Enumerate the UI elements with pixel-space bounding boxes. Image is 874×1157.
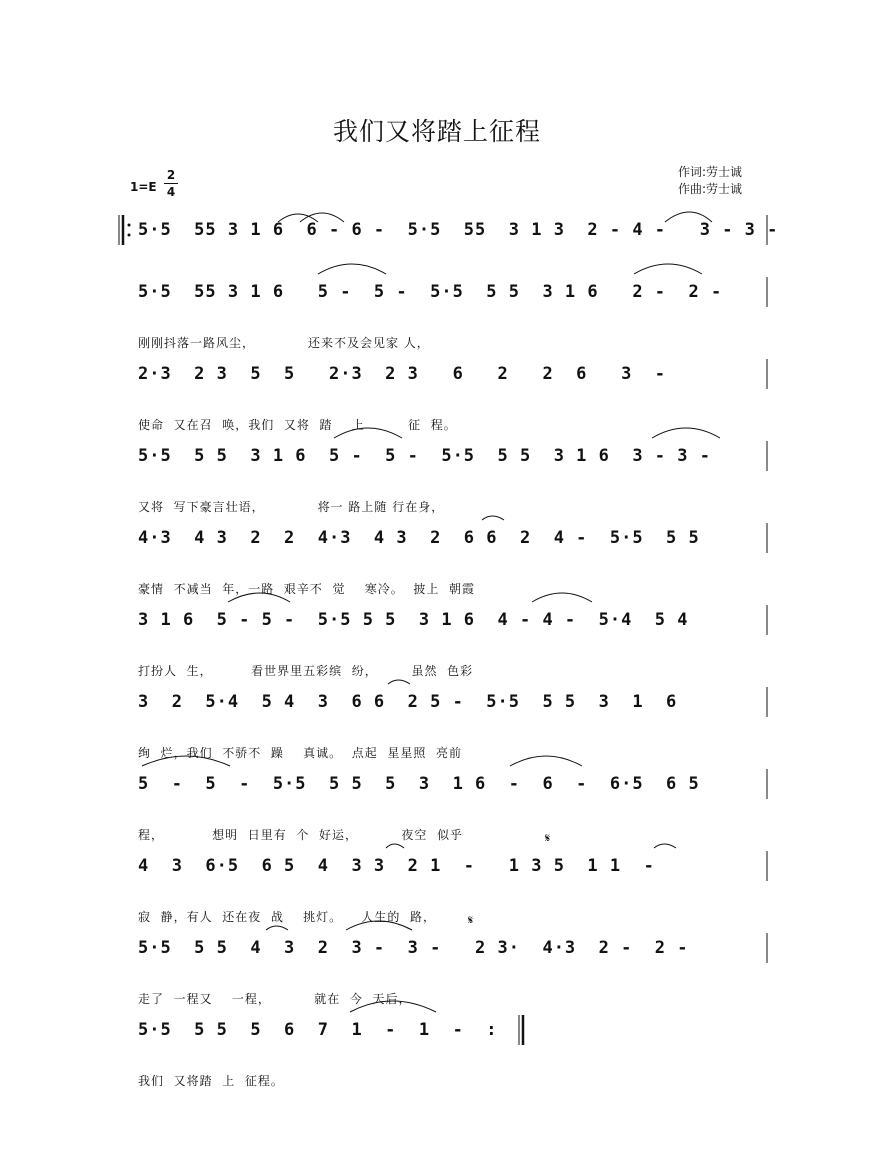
key-signature: 1=E (130, 180, 157, 194)
lyric-line: 豪情 不减当 年，一路 艰辛不 觉 寒冷。 披上 朝霞 (138, 582, 476, 596)
notation-line: 3 1 6 5 - 5 - 5·5 5 5 3 1 6 4 - 4 - 5·4 5 4 (138, 610, 689, 630)
notation-line: 5·5 5 5 3 1 6 5 - 5 - 5·5 5 5 3 1 6 3 - 3 - (138, 446, 711, 466)
meter-bottom: 4 (166, 185, 176, 199)
notation-line: 4 3 6·5 6 5 4 3 3 2 1 - 1 3 5 1 1 - (138, 856, 655, 876)
lyric-line: 又将 写下豪言壮语， 将一 路上随 行在身， (138, 500, 445, 514)
lyric-line: 我们 又将踏 上 征程。 (138, 1074, 284, 1088)
lyric-line: 走了 一程又 一程， 就在 今 天后， (138, 992, 412, 1006)
lyricist-credit: 作词:劳士诚 (678, 165, 743, 179)
composer-credit: 作曲:劳士诚 (678, 182, 743, 196)
notation-line: 2·3 2 3 5 5 2·3 2 3 6 2 2 6 3 - (138, 364, 667, 384)
lyric-line: 使命 又在召 唤，我们 又将 踏 上 征 程。 (138, 418, 457, 432)
lyric-line: 打扮人 生， 看世界里五彩缤 纷， 虽然 色彩 (138, 664, 474, 678)
song-title: 我们又将踏上征程 (332, 117, 541, 146)
lyric-line: 寂 静，有人 还在夜 战 挑灯。 人生的 路， (138, 910, 437, 924)
svg-text:𝄋: 𝄋 (545, 831, 551, 845)
notation-line: 5·5 55 3 1 6 6 - 6 - 5·5 55 3 1 3 2 - 4 - 3 - 3 - (138, 220, 779, 240)
lyric-line: 程， 想明 日里有 个 好运， 夜空 似乎 (138, 828, 463, 842)
notation-line: 3 2 5·4 5 4 3 6 6 2 5 - 5·5 5 5 3 1 6 (138, 692, 678, 712)
notation-line: 5·5 5 5 5 6 7 1 - 1 - : (138, 1020, 498, 1040)
meter-top: 2 (166, 168, 176, 182)
notation-line: 5 - 5 - 5·5 5 5 5 3 1 6 - 6 - 6·5 6 5 (138, 774, 700, 794)
notation-line: 5·5 5 5 4 3 2 3 - 3 - 2 3· 4·3 2 - 2 - (138, 938, 689, 958)
svg-text:𝄋: 𝄋 (468, 913, 474, 927)
notation-line: 4·3 4 3 2 2 4·3 4 3 2 6 6 2 4 - 5·5 5 5 (138, 528, 700, 548)
lyric-line: 绚 烂，我们 不骄不 躁 真诚。 点起 星星照 亮前 (138, 746, 463, 760)
lyric-line: 刚刚抖落一路风尘， 还来不及会见家 人， (138, 336, 430, 350)
notation-line: 5·5 55 3 1 6 5 - 5 - 5·5 5 5 3 1 6 2 - 2 - (138, 282, 723, 302)
